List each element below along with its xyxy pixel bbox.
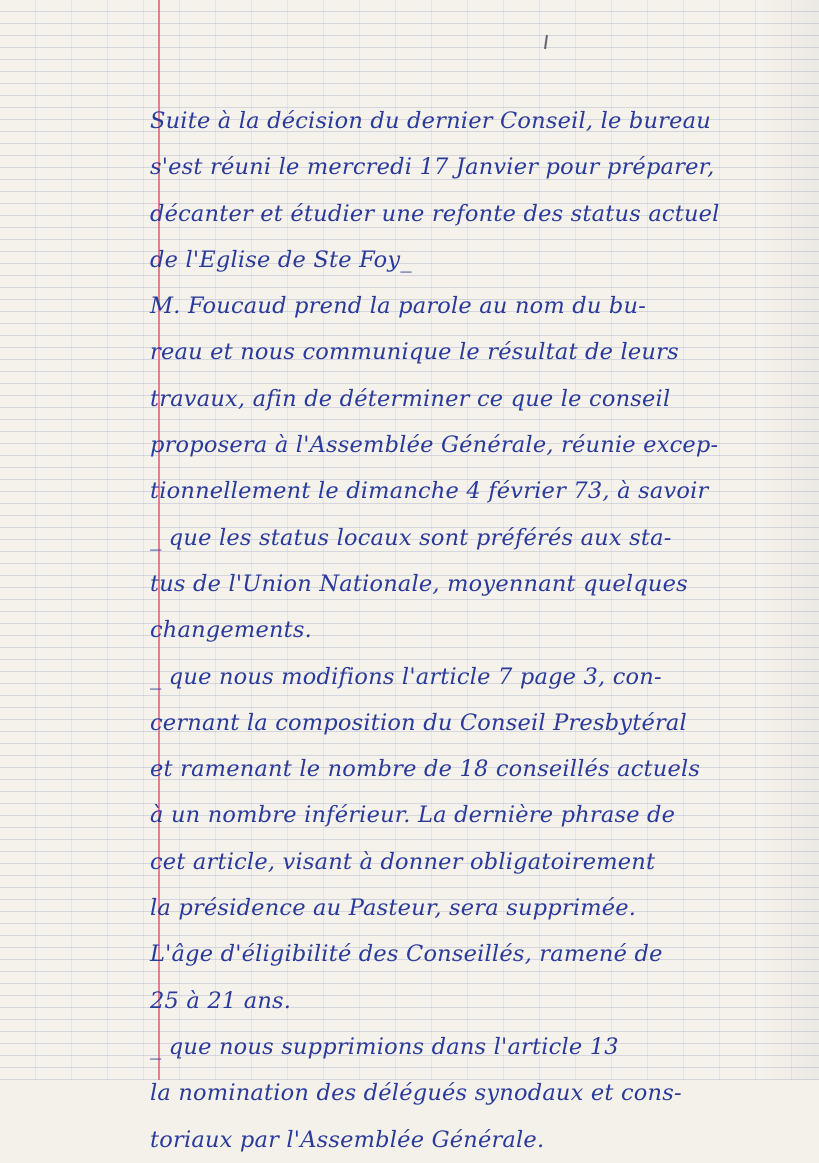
text-line: de l'Eglise de Ste Foy_ [150, 246, 412, 273]
text-line: L'âge d'éligibilité des Conseillés, ramené de [150, 941, 663, 968]
text-line: _ que les status locaux sont préférés aux sta- [150, 524, 672, 551]
text-line: M. Foucaud prend la parole au nom du bu- [150, 293, 647, 320]
text-line: changements. [150, 617, 312, 644]
text-line: à un nombre inférieur. La dernière phrase de [150, 802, 676, 829]
text-line: _ que nous modifions l'article 7 page 3, con- [150, 663, 662, 690]
text-line: s'est réuni le mercredi 17 Janvier pour préparer, [150, 154, 715, 181]
text-line: travaux, afin de déterminer ce que le conseil [150, 385, 671, 412]
text-line: toriaux par l'Assemblée Générale. [150, 1126, 545, 1153]
text-line: décanter et étudier une refonte des status actuel [150, 200, 720, 227]
text-line: Suite à la décision du dernier Conseil, le bureau [150, 108, 711, 134]
text-line: et ramenant le nombre de 18 conseillés actuels [150, 756, 701, 783]
text-line: tionnellement le dimanche 4 février 73, à savoir [150, 478, 709, 505]
text-line: cet article, visant à donner obligatoirement [150, 848, 656, 875]
text-line: la présidence au Pasteur, sera supprimée. [150, 895, 637, 922]
text-line: la nomination des délégués synodaux et cons- [150, 1080, 682, 1107]
text-line: proposera à l'Assemblée Générale, réunie excep- [150, 432, 719, 459]
text-line: tus de l'Union Nationale, moyennant quelques [150, 570, 688, 597]
text-line: _ que nous supprimions dans l'article 13 [150, 1033, 619, 1060]
ink-mark [544, 35, 548, 49]
text-line: cernant la composition du Conseil Presbytéral [150, 709, 687, 736]
text-line: 25 à 21 ans. [150, 987, 292, 1014]
handwritten-text [150, 98, 815, 1163]
text-line: reau et nous communique le résultat de leurs [150, 339, 679, 366]
